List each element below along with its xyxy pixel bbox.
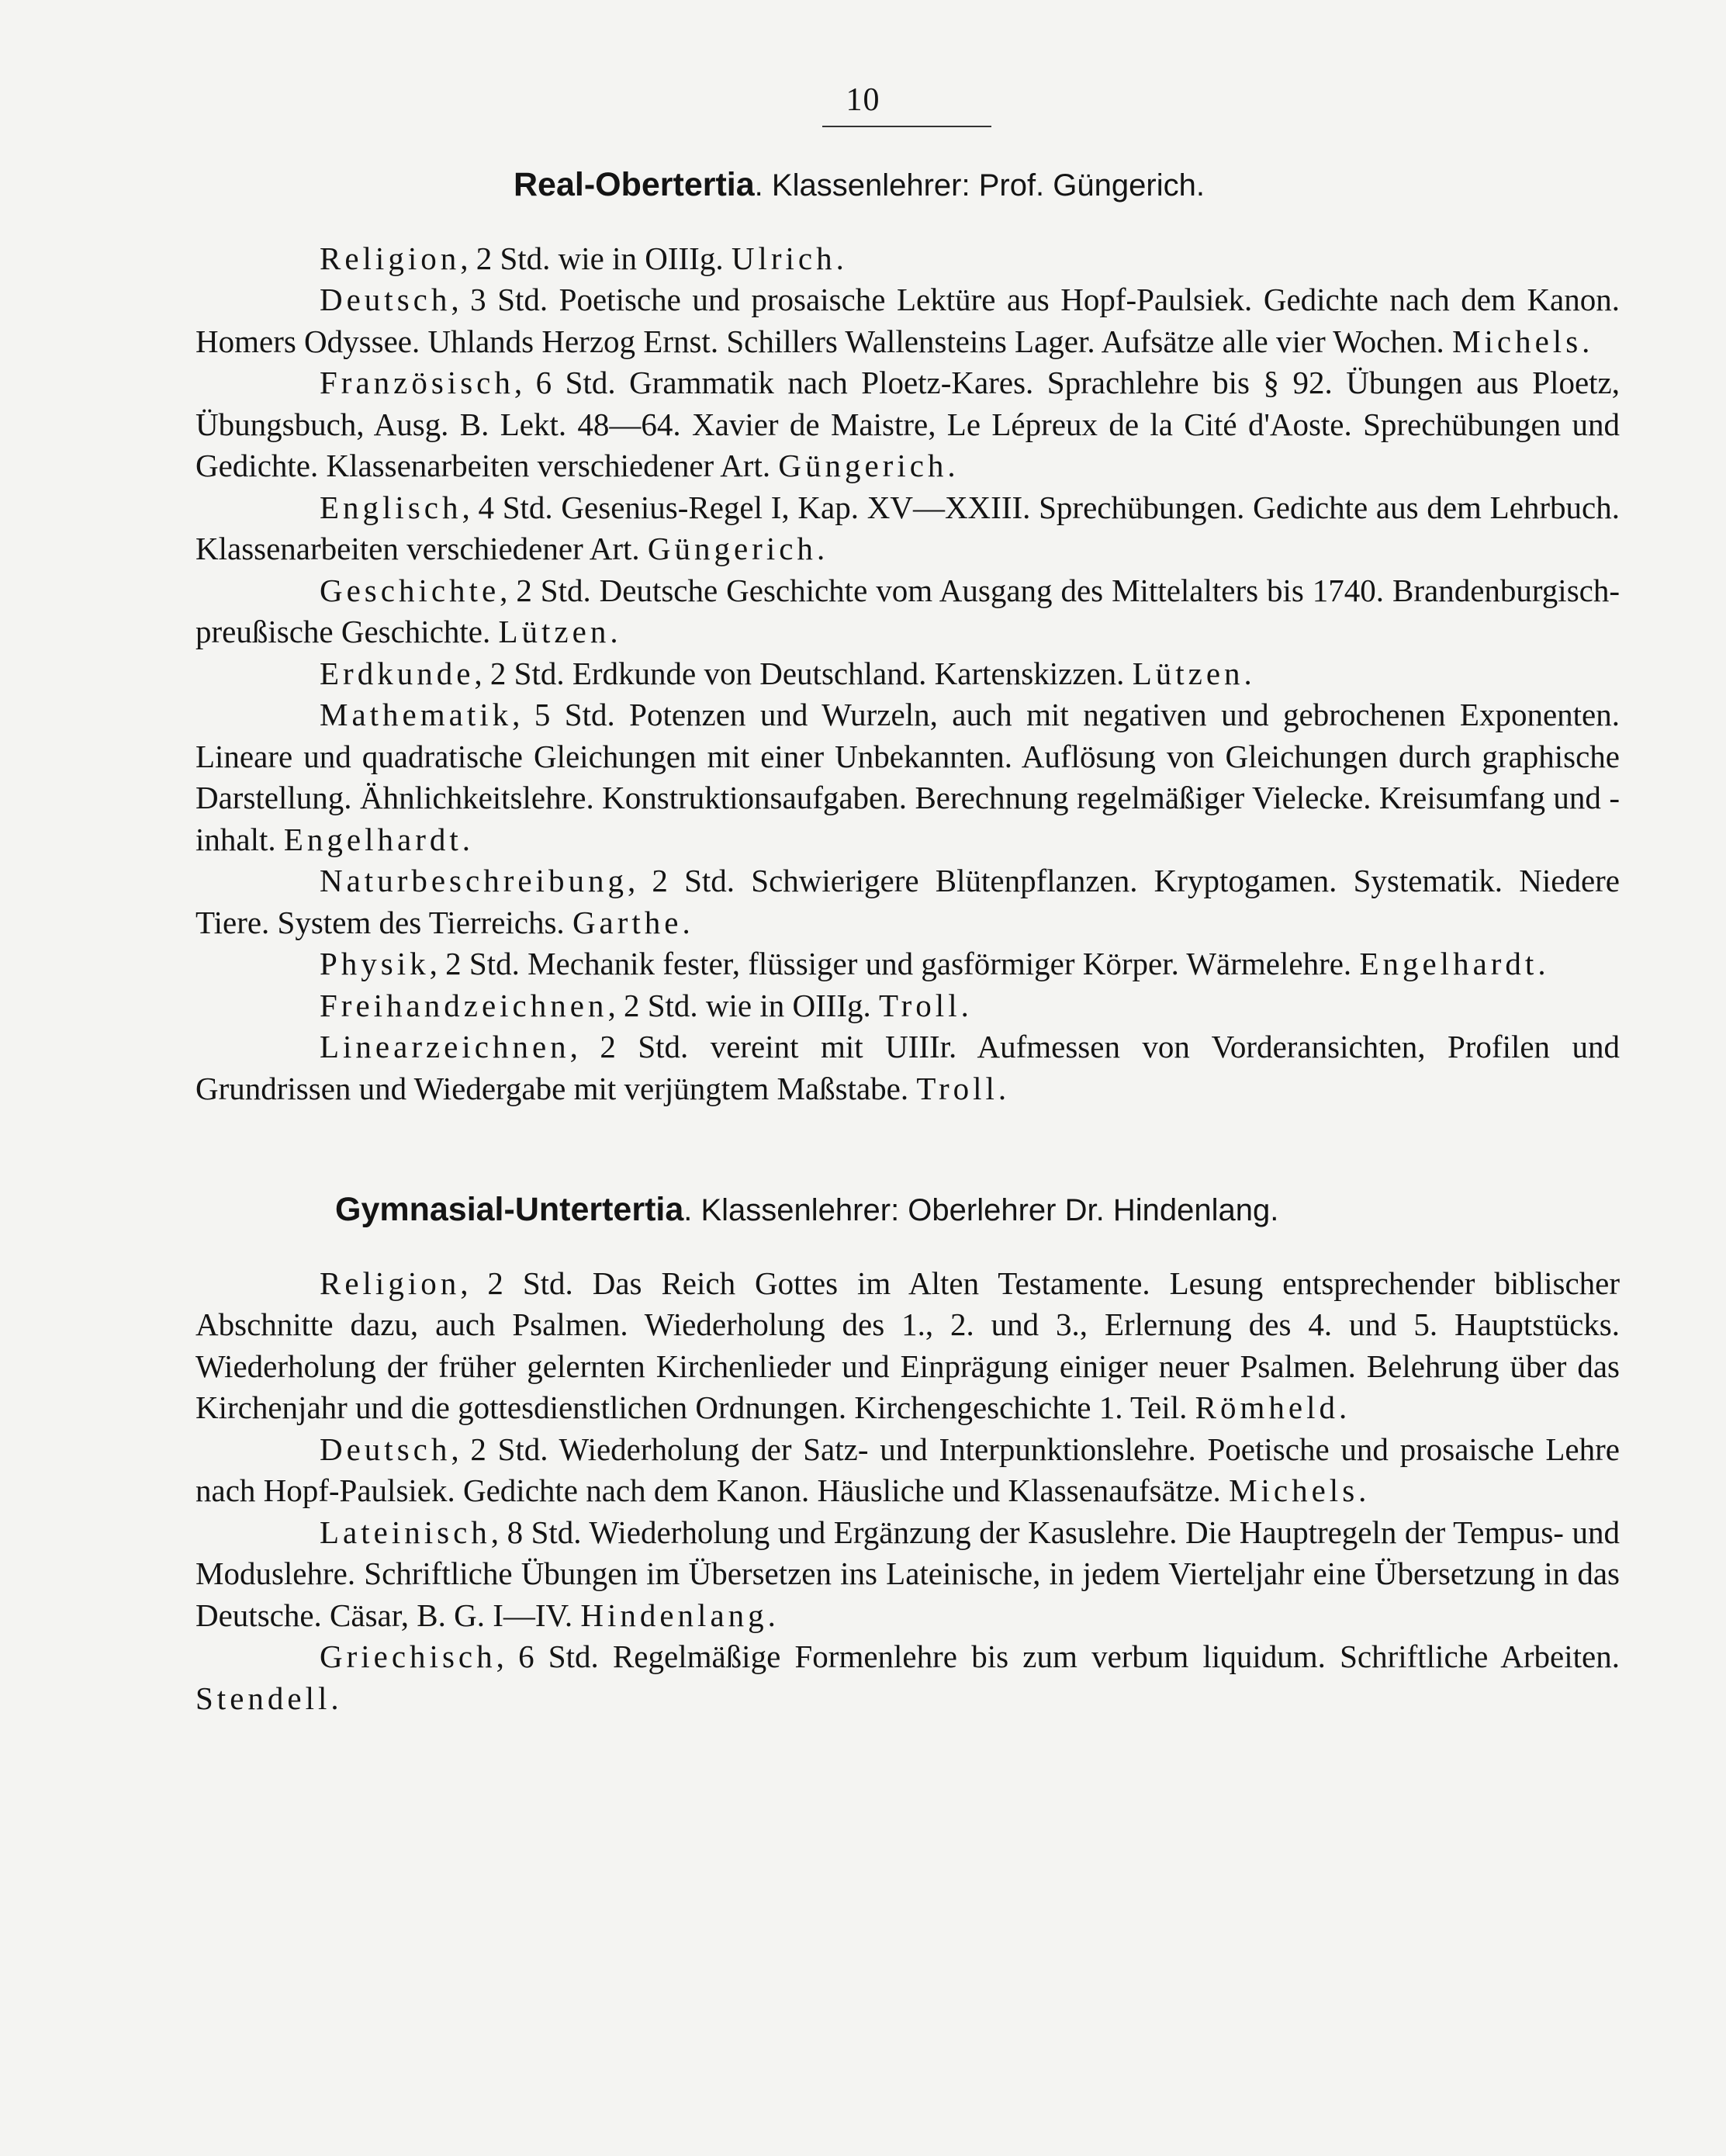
subject-paragraph: Deutsch, 2 Std. Wiederholung der Satz- und Interpunktionslehre. Poetische und prosaische Lehre nach Hopf-Paulsiek. Gedichte nach dem Kanon. Häusliche und Klassenaufsätze. Michels. bbox=[195, 1431, 1620, 1508]
header-rule bbox=[822, 126, 991, 127]
subject-teacher: Garthe bbox=[572, 904, 683, 940]
subject-name: Freihandzeichnen bbox=[320, 987, 608, 1023]
section-teacher: . Klassenlehrer: Prof. Güngerich. bbox=[754, 168, 1205, 202]
section-title: Gymnasial-Untertertia bbox=[335, 1191, 684, 1228]
subject-name: Mathematik bbox=[320, 697, 513, 732]
page-number: 10 bbox=[846, 82, 880, 118]
subject-teacher: Güngerich bbox=[647, 531, 817, 566]
subject-paragraph: Erdkunde, 2 Std. Erdkunde von Deutschland. Kartenskizzen. Lützen. bbox=[320, 655, 1252, 691]
subject-teacher: Lützen bbox=[498, 614, 610, 649]
subject-teacher: Michels bbox=[1452, 323, 1582, 359]
subject-name: Physik bbox=[320, 946, 430, 981]
subject-teacher: Römheld bbox=[1195, 1389, 1339, 1425]
subject-text: , 4 Std. Gesenius-Regel I, Kap. XV—XXIII. Sprechübungen. Gedichte aus dem Lehrbuch. Klassenarbeiten verschiedener Art. bbox=[195, 489, 1620, 566]
subject-paragraph: Physik, 2 Std. Mechanik fester, flüssiger und gasförmiger Körper. Wärmelehre. Engelhardt. bbox=[320, 946, 1546, 981]
subject-text: , 3 Std. Poetische und prosaische Lektüre aus Hopf-Paulsiek. Gedichte nach dem Kanon. Homers Odyssee. Uhlands Herzog Ernst. Schillers Wallensteins Lager. Aufsätze alle vier Wochen. bbox=[195, 282, 1620, 359]
subject-teacher: Stendell bbox=[195, 1680, 331, 1716]
subject-name: Englisch bbox=[320, 489, 462, 525]
subject-name: Erdkunde bbox=[320, 655, 475, 691]
subject-paragraph: Naturbeschreibung, 2 Std. Schwierigere Blütenpflanzen. Kryptogamen. Systematik. Niedere Tiere. System des Tierreichs. Garthe. bbox=[195, 863, 1620, 940]
subject-teacher: Michels bbox=[1229, 1473, 1359, 1508]
subject-name: Geschichte bbox=[320, 572, 500, 608]
subject-teacher: Güngerich bbox=[778, 448, 948, 483]
subject-paragraph: Linearzeichnen, 2 Std. vereint mit UIIIr. Aufmessen von Vorderansichten, Profilen und Grundrissen und Wiedergabe mit verjüngtem Maßstabe. Troll. bbox=[195, 1029, 1620, 1106]
subject-paragraph: Religion, 2 Std. Das Reich Gottes im Alten Testamente. Lesung entsprechender biblischer Abschnitte dazu, auch Psalmen. Wiederholung des 1., 2. und 3., Erlernung des 4. und 5. Hauptstücks. Wiederholung der früher gelernten Kirchenlieder und Einprägung einiger neuer Psalmen. Belehrung über das Kirchenjahr und die gottesdienstlichen Ordnungen. Kirchengeschichte 1. Teil. Römheld. bbox=[195, 1265, 1620, 1425]
subject-paragraph: Englisch, 4 Std. Gesenius-Regel I, Kap. XV—XXIII. Sprechübungen. Gedichte aus dem Lehrbuch. Klassenarbeiten verschiedener Art. Güngerich. bbox=[195, 489, 1620, 566]
subject-name: Griechisch bbox=[320, 1639, 496, 1674]
subject-name: Lateinisch bbox=[320, 1514, 491, 1550]
subject-name: Religion bbox=[320, 1265, 461, 1301]
section-heading bbox=[195, 164, 1620, 207]
subject-name: Linearzeichnen bbox=[320, 1029, 570, 1064]
subject-paragraph: Deutsch, 3 Std. Poetische und prosaische Lektüre aus Hopf-Paulsiek. Gedichte nach dem Kanon. Homers Odyssee. Uhlands Herzog Ernst. Schillers Wallensteins Lager. Aufsätze alle vier Wochen. Michels. bbox=[195, 282, 1620, 359]
section-heading bbox=[195, 1189, 1620, 1232]
subject-name: Deutsch bbox=[320, 282, 451, 317]
subject-text: , 6 Std. Regelmäßige Formenlehre bis zum verbum liquidum. Schriftliche Arbeiten. bbox=[496, 1639, 1620, 1674]
subject-name: Französisch bbox=[320, 365, 514, 400]
subject-text: , 2 Std. wie in OIIIg. bbox=[460, 240, 724, 276]
subject-name: Deutsch bbox=[320, 1431, 451, 1467]
subject-name: Religion bbox=[320, 240, 461, 276]
subject-text: , 2 Std. Das Reich Gottes im Alten Testamente. Lesung entsprechender biblischer Abschnitte dazu, auch Psalmen. Wiederholung des 1., 2. und 3., Erlernung des 4. und 5. Hauptstücks. Wiederholung der früher gelernten Kirchenlieder und Einprägung einiger neuer Psalmen. Belehrung über das Kirchenjahr und die gottesdienstlichen Ordnungen. Kirchengeschichte 1. Teil. bbox=[195, 1265, 1620, 1425]
subject-text: , 2 Std. Mechanik fester, flüssiger und gasförmiger Körper. Wärmelehre. bbox=[429, 946, 1352, 981]
subject-teacher: Hindenlang bbox=[580, 1597, 768, 1633]
subject-paragraph: Französisch, 6 Std. Grammatik nach Ploetz-Kares. Sprachlehre bis § 92. Übungen aus Ploetz, Übungsbuch, Ausg. B. Lekt. 48—64. Xavier de Maistre, Le Lépreux de la Cité d'Aoste. Sprechübungen und Gedichte. Klassenarbeiten verschiedener Art. Güngerich. bbox=[195, 365, 1620, 483]
subject-text: , 2 Std. Schwierigere Blütenpflanzen. Kryptogamen. Systematik. Niedere Tiere. System des Tierreichs. bbox=[195, 863, 1620, 940]
subject-paragraph: Mathematik, 5 Std. Potenzen und Wurzeln, auch mit negativen und gebrochenen Exponenten. Lineare und quadratische Gleichungen mit einer Unbekannten. Auflösung von Gleichungen durch graphische Darstellung. Ähnlichkeitslehre. Konstruktionsaufgaben. Berechnung regelmäßiger Vielecke. Kreisumfang und -inhalt. Engelhardt. bbox=[195, 697, 1620, 857]
subject-teacher: Ulrich bbox=[731, 240, 836, 276]
subject-text: , 5 Std. Potenzen und Wurzeln, auch mit negativen und gebrochenen Exponenten. Lineare und quadratische Gleichungen mit einer Unbekannten. Auflösung von Gleichungen durch graphische Darstellung. Ähnlichkeitslehre. Konstruktionsaufgaben. Berechnung regelmäßiger Vielecke. Kreisumfang und -inhalt. bbox=[195, 697, 1620, 857]
section-title: Real-Obertertia bbox=[514, 166, 755, 203]
subject-paragraph: Griechisch, 6 Std. Regelmäßige Formenlehre bis zum verbum liquidum. Schriftliche Arbeiten. Stendell. bbox=[195, 1639, 1620, 1716]
subject-teacher: Lützen bbox=[1132, 655, 1244, 691]
subject-text: , 8 Std. Wiederholung und Ergänzung der Kasuslehre. Die Hauptregeln der Tempus- und Moduslehre. Schriftliche Übungen im Übersetzen ins Lateinische, in jedem Vierteljahr eine Übersetzung in das Deutsche. Cäsar, B. G. I—IV. bbox=[195, 1514, 1620, 1633]
subject-paragraph: Geschichte, 2 Std. Deutsche Geschichte vom Ausgang des Mittelalters bis 1740. Brandenburgisch-preußische Geschichte. Lützen. bbox=[195, 572, 1620, 649]
subject-name: Naturbeschreibung bbox=[320, 863, 628, 898]
subject-text: , 2 Std. vereint mit UIIIr. Aufmessen von Vorderansichten, Profilen und Grundrissen und Wiedergabe mit verjüngtem Maßstabe. bbox=[195, 1029, 1620, 1106]
subject-teacher: Troll bbox=[879, 987, 961, 1023]
body-text bbox=[195, 164, 1620, 1719]
subject-teacher: Troll bbox=[916, 1070, 998, 1106]
section-teacher: . Klassenlehrer: Oberlehrer Dr. Hindenlang. bbox=[683, 1193, 1279, 1227]
subject-paragraph: Freihandzeichnen, 2 Std. wie in OIIIg. Troll. bbox=[320, 987, 969, 1023]
subject-text: , 2 Std. Deutsche Geschichte vom Ausgang des Mittelalters bis 1740. Brandenburgisch-preußische Geschichte. bbox=[195, 572, 1620, 649]
subject-text: , 2 Std. Erdkunde von Deutschland. Kartenskizzen. bbox=[474, 655, 1125, 691]
subject-paragraph: Religion, 2 Std. wie in OIIIg. Ulrich. bbox=[320, 240, 844, 276]
subject-teacher: Engelhardt bbox=[283, 821, 462, 857]
subject-text: , 6 Std. Grammatik nach Ploetz-Kares. Sprachlehre bis § 92. Übungen aus Ploetz, Übungsbuch, Ausg. B. Lekt. 48—64. Xavier de Maistre, Le Lépreux de la Cité d'Aoste. Sprechübungen und Gedichte. Klassenarbeiten verschiedener Art. bbox=[195, 365, 1620, 483]
subject-text: , 2 Std. Wiederholung der Satz- und Interpunktionslehre. Poetische und prosaische Lehre nach Hopf-Paulsiek. Gedichte nach dem Kanon. Häusliche und Klassenaufsätze. bbox=[195, 1431, 1620, 1508]
subject-text: , 2 Std. wie in OIIIg. bbox=[607, 987, 871, 1023]
subject-paragraph: Lateinisch, 8 Std. Wiederholung und Ergänzung der Kasuslehre. Die Hauptregeln der Tempus- und Moduslehre. Schriftliche Übungen im Übersetzen ins Lateinische, in jedem Vierteljahr eine Übersetzung in das Deutsche. Cäsar, B. G. I—IV. Hindenlang. bbox=[195, 1514, 1620, 1633]
subject-teacher: Engelhardt bbox=[1359, 946, 1538, 981]
